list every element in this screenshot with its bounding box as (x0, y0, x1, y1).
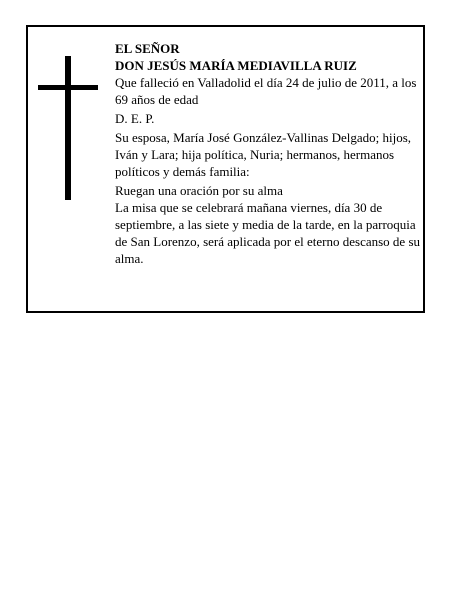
obituary-title: EL SEÑOR (115, 41, 180, 56)
cross-horizontal-bar (38, 85, 98, 90)
deceased-name: DON JESÚS MARÍA MEDIAVILLA RUIZ (115, 58, 357, 73)
death-info: Que falleció en Valladolid el día 24 de julio de 2011, a los 69 años de edad (115, 75, 417, 107)
cross-vertical-bar (65, 56, 71, 200)
rest-in-peace: D. E. P. (115, 111, 155, 126)
family-list: Su esposa, María José González-Vallinas Delgado; hijos, Iván y Lara; hija política, Nuria; hermanos, hermanos políticos y demás familia: (115, 130, 412, 179)
mass-details: La misa que se celebrará mañana viernes, día 30 de septiembre, a las siete y media de la tarde, en la parroquia de San Lorenzo, será aplicada por el eterno descanso de su alma. (115, 200, 421, 266)
obituary-notice (26, 25, 425, 313)
prayer-request: Ruegan una oración por su alma (115, 183, 283, 198)
obituary-text (115, 40, 421, 267)
